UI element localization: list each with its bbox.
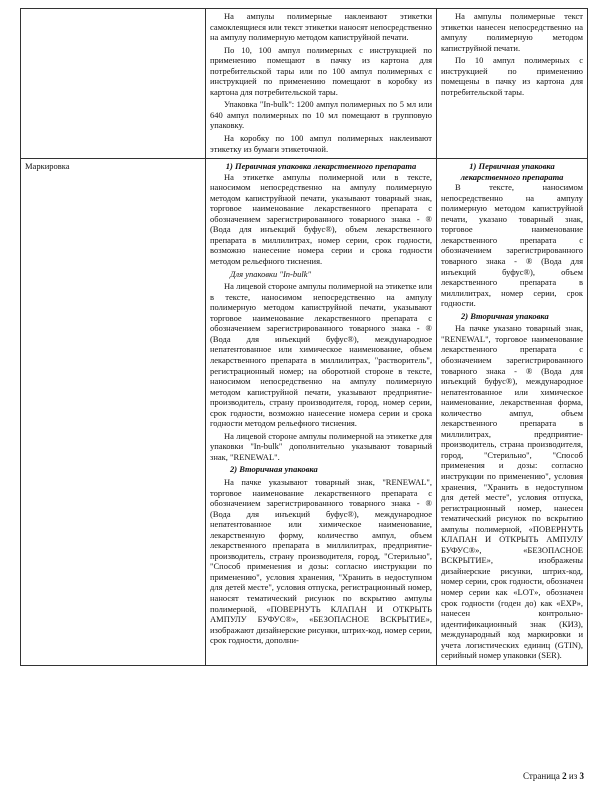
paragraph: На ампулы полимерные текст этикетки нанесен непосредственно на ампулу полимерную методом капиструйной печати.	[441, 11, 583, 53]
right-cell-packaging	[437, 9, 588, 159]
document-table	[20, 8, 588, 666]
paragraph: Упаковка "In-bulk": 1200 ампул полимерных по 5 мл или 640 ампул полимерных по 10 мл помещают в групповую упаковку.	[210, 99, 432, 131]
paragraph: В тексте, наносимом непосредственно на ампулу полимерную методом капиструйной печати, указано товарный знак, торговое наименование лекарственного препарата с обозначением зарегистрированного товарного знака - ® (Вода для инъекций буфус®), объем лекарственного препарата в миллилитрах, номер серии, срок годности.	[441, 182, 583, 309]
paragraph: На пачке указано товарный знак, "RENEWAL", торговое наименование лекарственного препарата с обозначением зарегистрированного товарного знака - ® (Вода для инъекций буфус®), международное непатентованное или химическое наименование, лекарственная форма, количество ампул, объем лекарственного препарата в миллилитрах, предприятие-производитель, страна производителя, город, "Стерильно", "Способ применения и дозы: согласно инструкции по применению", условия хранения, "Хранить в недоступном для детей месте", условия отпуска, регистрационный номер, нанесен тематический рисунок по вскрытию ампулы полимерной, «ПОВЕРНУТЬ КЛАПАН И ОТКРЫТЬ АМПУЛУ БУФУС®», «БЕЗОПАСНОЕ ВСКРЫТИЕ», изображены дизайнерские рисунки, штрих-код, номер серии, срок годности, обозначен номер серии как «LOT», обозначен срок годности (годен до) как «EXP», нанесен контрольно-идентификационный знак (КИЗ), международный код маркировки и учета логистических единиц (GTIN), серийный номер упаковки (SER).	[441, 323, 583, 661]
current-page: 2	[562, 771, 567, 781]
middle-cell-marking	[206, 159, 437, 666]
paragraph: По 10, 100 ампул полимерных с инструкцией по применению помещают в пачку из картона для потребительской тары или по 100 ампул полимерных с инструкцией по применению помещают в коробку из картона для потребительской тары.	[210, 44, 432, 97]
label-cell-marking	[21, 159, 206, 666]
page-prefix: Страница	[523, 771, 563, 781]
paragraph: На лицевой стороне ампулы полимерной на этикетке для упаковки "In-bulk" дополнительно указывают товарный знак, "RENEWAL".	[210, 430, 432, 462]
paragraph: На этикетке ампулы полимерной или в тексте, наносимом непосредственно на ампулу полимерную методом капиструйной печати, указывают товарный знак, торговое наименование лекарственного препарата с обозначением зарегистрированного товарного знака - ® (Вода для инъекций буфус®), объем лекарственного препарата в миллилитрах, номер серии, срок годности, возможно нанесение номера серии и срока годности методом рельефного тиснения.	[210, 171, 432, 267]
subheading: Для упаковки "In-bulk"	[230, 268, 312, 279]
paragraph: На пачке указывают товарный знак, "RENEWAL", торговое наименование лекарственного препарата с обозначением зарегистрированного товарного знака - ® (Вода для инъекций буфус®), международное непатентованное или химическое наименование, лекарственную форму, количество ампул, объем лекарственного препарата в миллилитрах, предприятие-производитель, страну производителя, город, "Стерильно", "Способ применения и дозы: согласно инструкции по применению", условия хранения, "Хранить в недоступном для детей месте", условия отпуска, регистрационный номер, наносят тематический рисунок по вскрытию ампулы полимерной, «ПОВЕРНУТЬ КЛАПАН И ОТКРЫТЬ АМПУЛУ БУФУС®», «БЕЗОПАСНОЕ ВСКРЫТИЕ», изображают дизайнерские рисунки, штрих-код, номер серии, срок годности, дополни-	[210, 476, 432, 646]
table-row	[21, 9, 588, 159]
paragraph: На лицевой стороне ампулы полимерной на этикетке или в тексте, наносимом непосредственно на ампулу полимерную методом капиструйной печати, указывают торговое наименование лекарственного препарата с обозначением зарегистрированного товарного знака - ® (Вода для инъекций буфус®), международное непатентованное или химическое наименование, объем лекарственного препарата в миллилитрах, "растворитель", регистрационный номер; на оборотной стороне в тексте, наносимом непосредственно на ампулу полимерную методом капиструйной печати, указывают предприятие-производитель, страну производителя, город, номер серии, срок годности, возможно нанесение номера серии и срока годности методом рельефного тиснения.	[210, 281, 432, 429]
paragraph: На коробку по 100 ампул полимерных наклеивают этикетку из бумаги этикеточной.	[210, 133, 432, 154]
total-pages: 3	[579, 771, 584, 781]
middle-cell-packaging	[206, 9, 437, 159]
row-label: Маркировка	[25, 161, 70, 172]
page-separator: из	[566, 771, 580, 781]
section-heading: 1) Первичная упаковка лекарственного препарата	[460, 161, 564, 182]
right-cell-marking	[437, 159, 588, 666]
paragraph: По 10 ампул полимерных с инструкцией по применению помещены в пачку из картона для потребительской тары.	[441, 55, 583, 97]
section-heading: 1) Первичная упаковка лекарственного препарата	[225, 161, 417, 172]
label-cell-empty	[21, 9, 206, 159]
paragraph: На ампулы полимерные наклеивают этикетки самоклеящиеся или текст этикетки наносят непосредственно на ампулу полимерную методом капиструйной печати.	[210, 11, 432, 43]
section-heading: 2) Вторичная упаковка	[461, 310, 549, 321]
table-row	[21, 159, 588, 666]
page-number	[523, 771, 584, 781]
section-heading: 2) Вторичная упаковка	[230, 464, 318, 475]
